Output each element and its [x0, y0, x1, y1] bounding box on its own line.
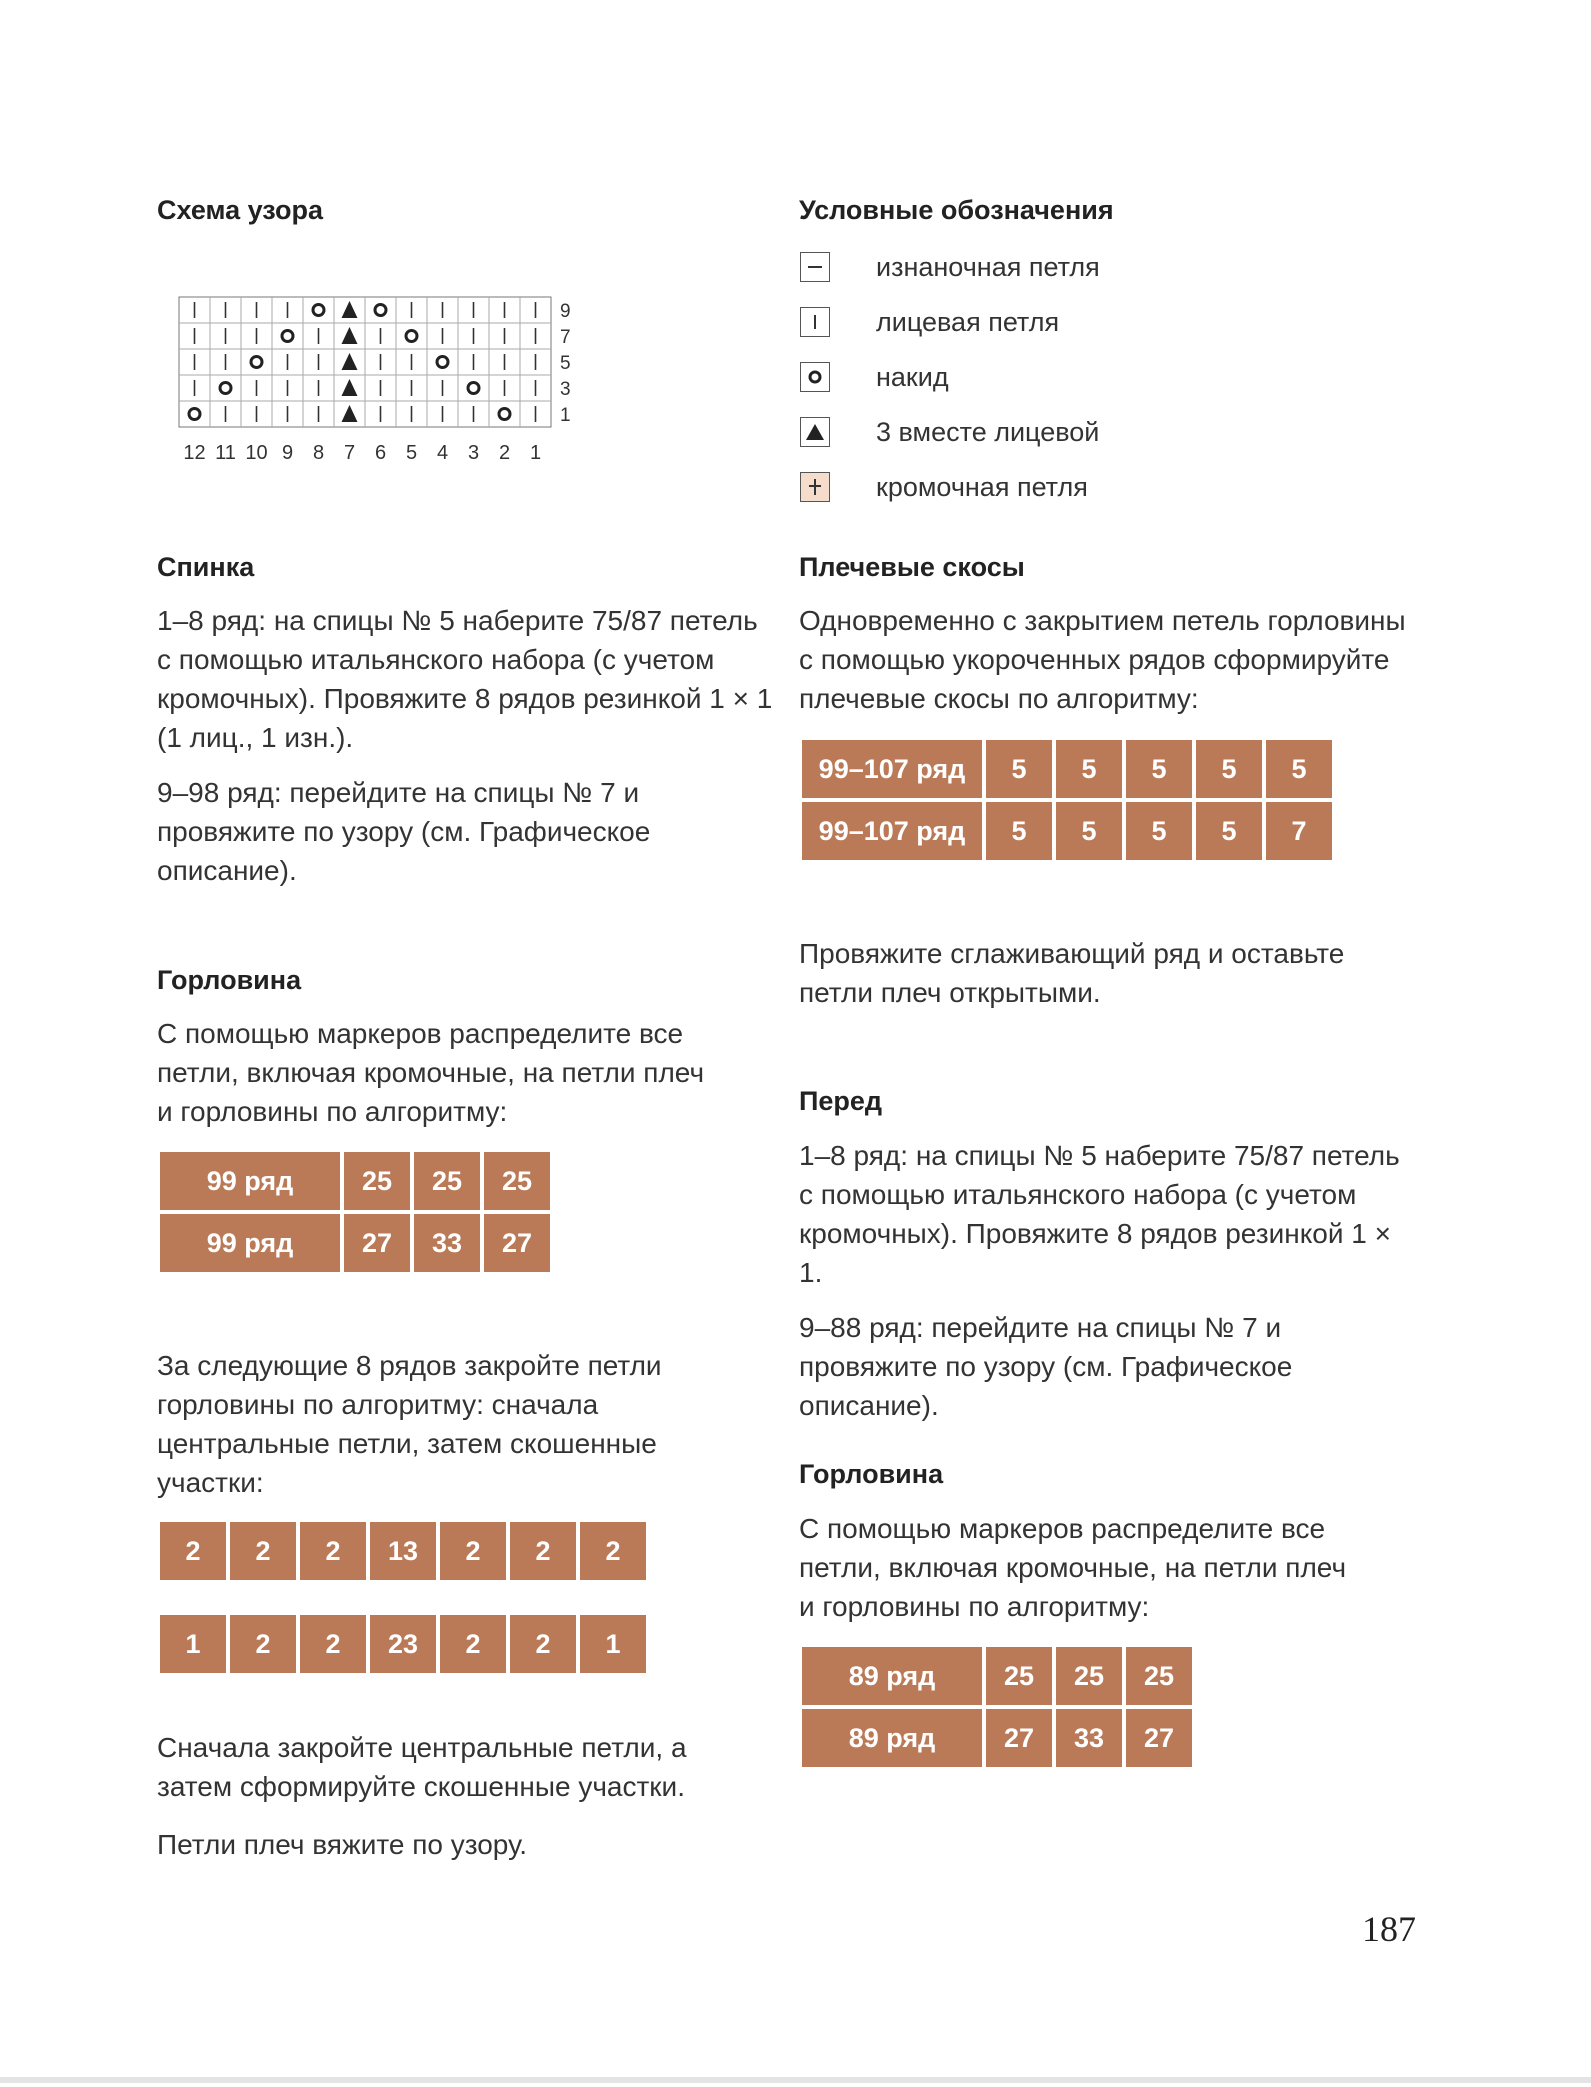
- table-cell: 27: [986, 1709, 1052, 1767]
- front-p2: 9–88 ряд: перейдите на спицы № 7 и провяжите по узору (см. Графическое описание).: [799, 1312, 1293, 1421]
- front-neck-table-row: [802, 1647, 1192, 1705]
- table-cell: 25: [1126, 1647, 1192, 1705]
- chart-col-label: 7: [343, 442, 356, 460]
- neck-p2: За следующие 8 рядов закройте петли горловины по алгоритму: сначала центральные петли, затем скошенные участки:: [157, 1350, 662, 1498]
- bindoff-row: [160, 1522, 646, 1580]
- table-cell: 5: [1196, 802, 1262, 860]
- legend-item: [800, 470, 1088, 504]
- purl-dash-icon: [800, 252, 830, 282]
- shoulders-heading: Плечевые скосы: [799, 552, 1025, 582]
- table-cell: 5: [986, 802, 1052, 860]
- front-neck-table: [798, 1643, 1196, 1771]
- neck-table-row: [160, 1214, 550, 1272]
- shoulders-p2: Провяжите сглаживающий ряд и оставьте петли плеч открытыми.: [799, 938, 1345, 1008]
- table-cell: 2: [440, 1522, 506, 1580]
- chart-row-label: 3: [560, 379, 571, 400]
- table-cell: 25: [986, 1647, 1052, 1705]
- back-heading: Спинка: [157, 552, 255, 582]
- chart-title: Схема узора: [157, 195, 324, 225]
- table-cell: 5: [986, 740, 1052, 798]
- shoulders-table: [798, 736, 1336, 864]
- table-cell: 25: [414, 1152, 480, 1210]
- chart-col-label: 9: [281, 442, 294, 460]
- yarn-over-icon: [406, 331, 417, 342]
- table-cell: 1: [580, 1615, 646, 1673]
- table-cell: 99 ряд: [160, 1152, 340, 1210]
- chart-col-label: 3: [467, 442, 480, 460]
- table-cell: 99–107 ряд: [802, 740, 982, 798]
- page-number: 187: [1362, 1909, 1416, 1949]
- table-cell: 2: [300, 1522, 366, 1580]
- table-cell: 2: [230, 1522, 296, 1580]
- chart-col-label: 11: [215, 442, 236, 460]
- table-cell: 2: [510, 1522, 576, 1580]
- front-text: [799, 1136, 1409, 1425]
- table-cell: 1: [160, 1615, 226, 1673]
- table-cell: 5: [1266, 740, 1332, 798]
- table-cell: 7: [1266, 802, 1332, 860]
- edge-stitch-cross-icon: [800, 472, 830, 502]
- table-cell: 25: [1056, 1647, 1122, 1705]
- shoulders-p1: Одновременно с закрытием петель горловины с помощью укороченных рядов сформируйте плечевые скосы по алгоритму:: [799, 605, 1406, 714]
- legend-label: лицевая петля: [876, 306, 1060, 337]
- chart-col-label: 5: [405, 442, 418, 460]
- back-p2: 9–98 ряд: перейдите на спицы № 7 и провяжите по узору (см. Графическое описание).: [157, 777, 651, 886]
- table-cell: 2: [510, 1615, 576, 1673]
- table-cell: 5: [1196, 740, 1262, 798]
- table-cell: 25: [344, 1152, 410, 1210]
- chart-col-label: 1: [529, 442, 542, 460]
- neck-table: [156, 1148, 554, 1276]
- legend-label: накид: [876, 361, 949, 392]
- table-cell: 5: [1126, 740, 1192, 798]
- table-cell: 2: [230, 1615, 296, 1673]
- k3tog-icon: [342, 353, 358, 370]
- yarn-over-icon: [251, 357, 262, 368]
- legend-heading: Условные обозначения: [799, 195, 1114, 225]
- front-heading: Перед: [799, 1086, 883, 1116]
- table-cell: 27: [344, 1214, 410, 1272]
- knitting-chart: [170, 290, 590, 460]
- shoulders-table-row: [802, 740, 1332, 798]
- legend-item: [800, 305, 1059, 339]
- front-neck-p1: С помощью маркеров распределите все петли, включая кромочные, на петли плеч и горловины по алгоритму:: [799, 1513, 1347, 1622]
- front-neck-heading: Горловина: [799, 1459, 944, 1489]
- bottom-rule: [0, 2077, 1591, 2083]
- chart-col-label: 6: [374, 442, 387, 460]
- bindoff-row-b: [156, 1611, 650, 1677]
- table-cell: 89 ряд: [802, 1709, 982, 1767]
- table-cell: 27: [484, 1214, 550, 1272]
- chart-row-label: 7: [560, 327, 571, 348]
- yarn-over-icon: [282, 331, 293, 342]
- legend-label: 3 вместе лицевой: [876, 416, 1100, 447]
- table-cell: 99 ряд: [160, 1214, 340, 1272]
- table-cell: 2: [580, 1522, 646, 1580]
- front-neck-table-row: [802, 1709, 1192, 1767]
- table-cell: 13: [370, 1522, 436, 1580]
- chart-col-label: 10: [245, 442, 268, 460]
- yarn-over-icon: [499, 409, 510, 420]
- table-cell: 33: [414, 1214, 480, 1272]
- bindoff-row-a: [156, 1518, 650, 1584]
- k3tog-icon: [342, 327, 358, 344]
- yarn-over-icon: [220, 383, 231, 394]
- legend-label: изнаночная петля: [876, 251, 1100, 282]
- yarn-over-circle-icon: [800, 362, 830, 392]
- back-p1: 1–8 ряд: на спицы № 5 наберите 75/87 петель с помощью итальянского набора (с учетом кромочных). Провяжите 8 рядов резинкой 1 × 1 (1 лиц., 1 изн.).: [157, 605, 773, 753]
- table-cell: 33: [1056, 1709, 1122, 1767]
- table-cell: 25: [484, 1152, 550, 1210]
- back-text: [157, 601, 777, 890]
- legend-item: [800, 415, 1099, 449]
- legend-item: [800, 360, 949, 394]
- chart-col-label: 8: [312, 442, 325, 460]
- front-p1: 1–8 ряд: на спицы № 5 наберите 75/87 петель с помощью итальянского набора (с учетом кромочных). Провяжите 8 рядов резинкой 1 × 1.: [799, 1140, 1400, 1288]
- yarn-over-icon: [437, 357, 448, 368]
- table-cell: 2: [300, 1615, 366, 1673]
- table-cell: 27: [1126, 1709, 1192, 1767]
- table-cell: 23: [370, 1615, 436, 1673]
- neck-heading: Горловина: [157, 965, 302, 995]
- neck-p1: С помощью маркеров распределите все петли, включая кромочные, на петли плеч и горловины по алгоритму:: [157, 1018, 705, 1127]
- neck-p3: Сначала закройте центральные петли, а затем сформируйте скошенные участки.: [157, 1732, 687, 1802]
- yarn-over-icon: [375, 305, 386, 316]
- k3tog-icon: [342, 379, 358, 396]
- table-cell: 89 ряд: [802, 1647, 982, 1705]
- knit-bar-icon: [800, 307, 830, 337]
- chart-row-label: 5: [560, 353, 571, 374]
- chart-row-label: 1: [560, 405, 571, 426]
- yarn-over-icon: [313, 305, 324, 316]
- table-cell: 2: [440, 1615, 506, 1673]
- chart-col-label: 12: [183, 442, 206, 460]
- k3tog-triangle-icon: [800, 417, 830, 447]
- legend-item: [800, 250, 1100, 284]
- legend-label: кромочная петля: [876, 471, 1088, 502]
- table-cell: 2: [160, 1522, 226, 1580]
- neck-table-row: [160, 1152, 550, 1210]
- table-cell: 5: [1126, 802, 1192, 860]
- neck-p4: Петли плеч вяжите по узору.: [157, 1829, 528, 1860]
- table-cell: 5: [1056, 802, 1122, 860]
- k3tog-icon: [342, 301, 358, 318]
- bindoff-row: [160, 1615, 646, 1673]
- chart-row-label: 9: [560, 301, 571, 322]
- shoulders-table-row: [802, 802, 1332, 860]
- table-cell: 99–107 ряд: [802, 802, 982, 860]
- chart-col-label: 4: [436, 442, 449, 460]
- chart-col-label: 2: [498, 442, 511, 460]
- yarn-over-icon: [468, 383, 479, 394]
- k3tog-icon: [342, 405, 358, 422]
- yarn-over-icon: [189, 409, 200, 420]
- table-cell: 5: [1056, 740, 1122, 798]
